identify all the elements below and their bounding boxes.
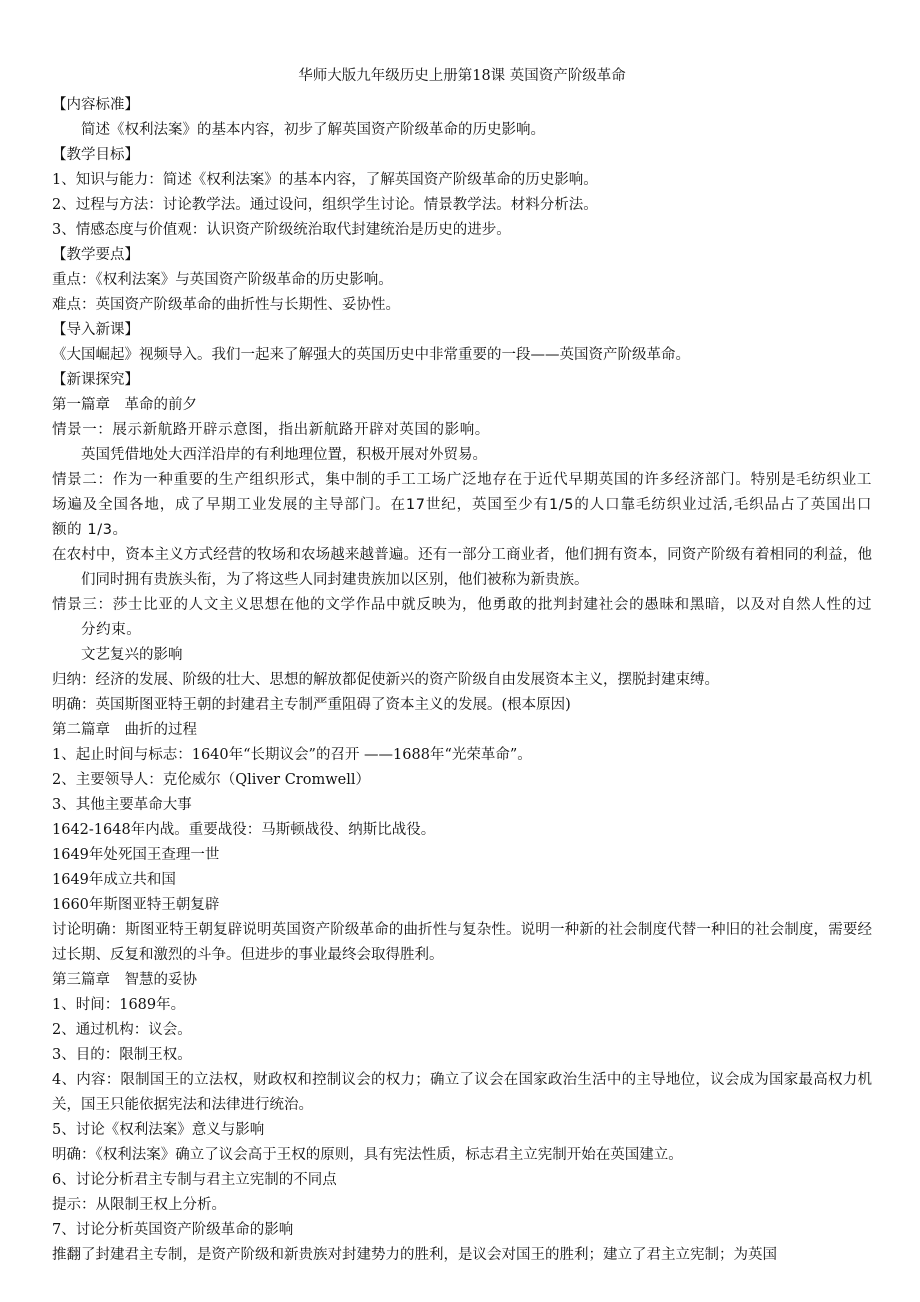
text-line: 3、情感态度与价值观：认识资产阶级统治取代封建统治是历史的进步。 (52, 222, 511, 238)
text-line: 文艺复兴的影响 (81, 647, 183, 663)
text-line: 情景三：莎士比亚的人文主义思想在他的文学作品中就反映为，他勇敢的批判封建社会的愚昧和黑暗，以及对自然人性的过分约束。 (52, 597, 872, 638)
text-line: 2、通过机构：议会。 (52, 1022, 192, 1038)
text-line: 【教学要点】 (52, 247, 139, 263)
text-line: 提示：从限制王权上分析。 (52, 1197, 226, 1213)
text-line: 7、讨论分析英国资产阶级革命的影响 (52, 1222, 294, 1238)
text-line: 明确：英国斯图亚特王朝的封建君主专制严重阻碍了资本主义的发展。(根本原因) (52, 697, 571, 713)
text-line: 6、讨论分析君主专制与君主立宪制的不同点 (52, 1172, 337, 1188)
text-line: 推翻了封建君主专制，是资产阶级和新贵族对封建势力的胜利，是议会对国王的胜利；建立了君主立宪制；为英国 (52, 1247, 777, 1263)
text-line: 1649年处死国王查理一世 (52, 847, 220, 863)
text-line: 1649年成立共和国 (52, 872, 176, 888)
text-line: 第三篇章 智慧的妥协 (52, 972, 197, 988)
text-line: 在农村中，资本主义方式经营的牧场和农场越来越普遍。还有一部分工商业者，他们拥有资本，同资产阶级有着相同的利益，他们同时拥有贵族头衔，为了将这些人同封建贵族加以区别，他们被称为新贵族。 (52, 547, 872, 588)
text-line: 【新课探究】 (52, 372, 139, 388)
text-line: 讨论明确：斯图亚特王朝复辟说明英国资产阶级革命的曲折性与复杂性。说明一种新的社会制度代替一种旧的社会制度，需要经过长期、反复和激烈的斗争。但进步的事业最终会取得胜利。 (52, 922, 872, 963)
text-line: 3、其他主要革命大事 (52, 797, 192, 813)
text-line: 难点：英国资产阶级革命的曲折性与长期性、妥协性。 (52, 297, 400, 313)
text-line: 1、起止时间与标志：1640年“长期议会”的召开 ——1688年“光荣革命”。 (52, 747, 532, 763)
text-line: 1、知识与能力：简述《权利法案》的基本内容，了解英国资产阶级革命的历史影响。 (52, 172, 598, 188)
text-line: 2、主要领导人：克伦威尔（Qliver Cromwell） (52, 772, 370, 788)
text-line: 2、过程与方法：讨论教学法。通过设问，组织学生讨论。情景教学法。材料分析法。 (52, 197, 598, 213)
text-line: 英国凭借地处大西洋沿岸的有利地理位置，积极开展对外贸易。 (81, 447, 487, 463)
document-body (52, 93, 872, 1268)
text-line: 3、目的：限制王权。 (52, 1047, 192, 1063)
text-line: 情景一：展示新航路开辟示意图，指出新航路开辟对英国的影响。 (52, 422, 490, 438)
text-line: 简述《权利法案》的基本内容，初步了解英国资产阶级革命的历史影响。 (81, 122, 545, 138)
text-line: 归纳：经济的发展、阶级的壮大、思想的解放都促使新兴的资产阶级自由发展资本主义，摆脱封建束缚。 (52, 672, 719, 688)
text-line: 第二篇章 曲折的过程 (52, 722, 197, 738)
text-line: 1660年斯图亚特王朝复辟 (52, 897, 220, 913)
text-line: 重点：《权利法案》与英国资产阶级革命的历史影响。 (52, 272, 393, 288)
text-line: 第一篇章 革命的前夕 (52, 397, 197, 413)
text-line: 【内容标准】 (52, 97, 139, 113)
text-line: 【导入新课】 (52, 322, 139, 338)
text-line: 5、讨论《权利法案》意义与影响 (52, 1122, 265, 1138)
text-line: 《大国崛起》视频导入。我们一起来了解强大的英国历史中非常重要的一段——英国资产阶级革命。 (52, 347, 690, 363)
text-line: 1642-1648年内战。重要战役：马斯顿战役、纳斯比战役。 (52, 822, 436, 838)
document-page (52, 64, 872, 1268)
text-line: 明确：《权利法案》确立了议会高于王权的原则，具有宪法性质，标志君主立宪制开始在英国建立。 (52, 1147, 683, 1163)
text-line: 4、内容：限制国王的立法权，财政权和控制议会的权力；确立了议会在国家政治生活中的主导地位，议会成为国家最高权力机关，国王只能依据宪法和法律进行统治。 (52, 1072, 872, 1113)
text-line: 情景二：作为一种重要的生产组织形式，集中制的手工工场广泛地存在于近代早期英国的许多经济部门。特别是毛纺织业工场遍及全国各地，成了早期工业发展的主导部门。在17世纪，英国至少有1/5的人口靠毛纺织业过活,毛织品占了英国出口额的 1/3。 (52, 472, 872, 538)
text-line: 【教学目标】 (52, 147, 139, 163)
text-line: 1、时间：1689年。 (52, 997, 186, 1013)
document-title: 华师大版九年级历史上册第18课 英国资产阶级革命 (298, 68, 626, 84)
